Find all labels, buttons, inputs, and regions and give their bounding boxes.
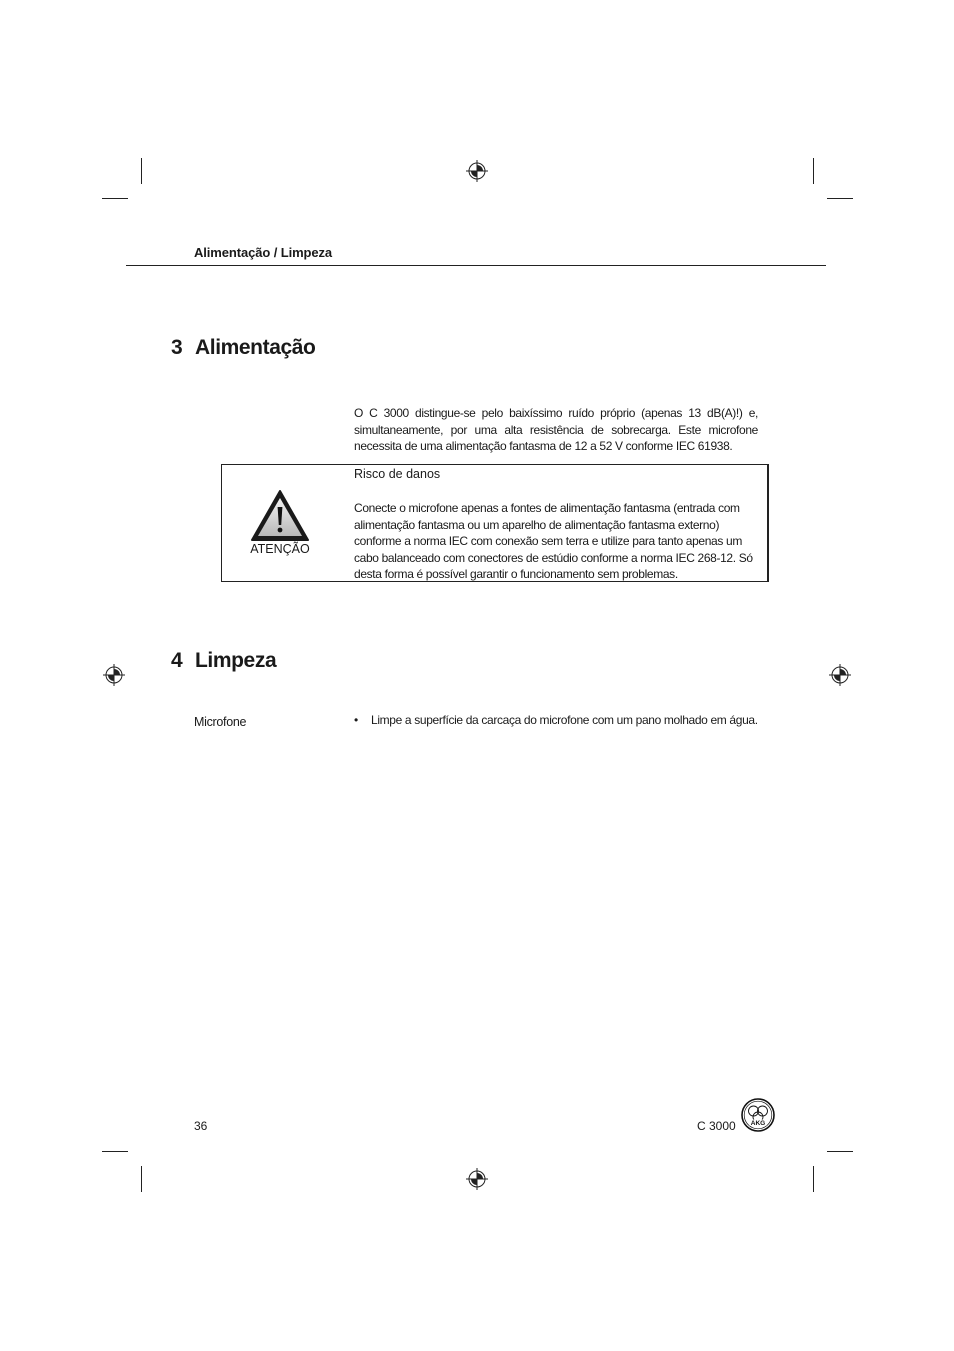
crop-mark — [102, 198, 128, 199]
svg-text:AKG: AKG — [750, 1120, 766, 1127]
warning-text: Conecte o microfone apenas a fontes de alimentação fantasma (entrada com alimentação fantasma ou um aparelho de alimentação fantasma externo) conforme a norma IEC com conexão sem terra e utilize para tanto apenas um cabo balanceado com conectores de estúdio conforme a norma IEC 268-12. Só desta forma é possível garantir o funcionamento sem problemas. — [354, 501, 753, 581]
section-number: 3 — [171, 336, 183, 359]
akg-logo-icon — [741, 1098, 775, 1132]
registration-mark-icon — [466, 160, 488, 182]
bullet-icon: • — [354, 713, 358, 727]
warning-title: Risco de danos — [354, 467, 441, 481]
crop-mark — [827, 198, 853, 199]
section-3-heading — [171, 336, 315, 360]
section-3-intro: O C 3000 distingue-se pelo baixíssimo ruído próprio (apenas 13 dB(A)!) e, simultaneamente, por uma alta resistência de sobrecarga. Este microfone necessita de uma alimentação fantasma de 12 a 52 V conforme IEC 61938. — [354, 406, 758, 453]
section-4-heading — [171, 649, 276, 673]
crop-mark — [813, 158, 814, 184]
bullet-text: Limpe a superfície da carcaça do microfone com um pano molhado em água. — [371, 713, 758, 727]
crop-mark — [813, 1166, 814, 1192]
bullet-list-item — [354, 712, 758, 729]
page-number: 36 — [194, 1119, 208, 1133]
crop-mark — [827, 1151, 853, 1152]
registration-mark-icon — [466, 1168, 488, 1190]
crop-mark — [102, 1151, 128, 1152]
warning-triangle-icon — [250, 489, 310, 543]
section-title: Limpeza — [195, 649, 277, 672]
warning-box — [221, 464, 769, 582]
warning-label: ATENÇÃO — [250, 542, 310, 556]
crop-mark — [141, 1166, 142, 1192]
registration-mark-icon — [829, 664, 851, 686]
running-header: Alimentação / Limpeza — [194, 245, 333, 260]
side-label-microfone: Microfone — [194, 715, 247, 729]
section-title: Alimentação — [195, 336, 316, 359]
section-number: 4 — [171, 649, 183, 672]
crop-mark — [141, 158, 142, 184]
registration-mark-icon — [103, 664, 125, 686]
header-rule — [126, 265, 826, 266]
model-name: C 3000 — [697, 1119, 736, 1133]
